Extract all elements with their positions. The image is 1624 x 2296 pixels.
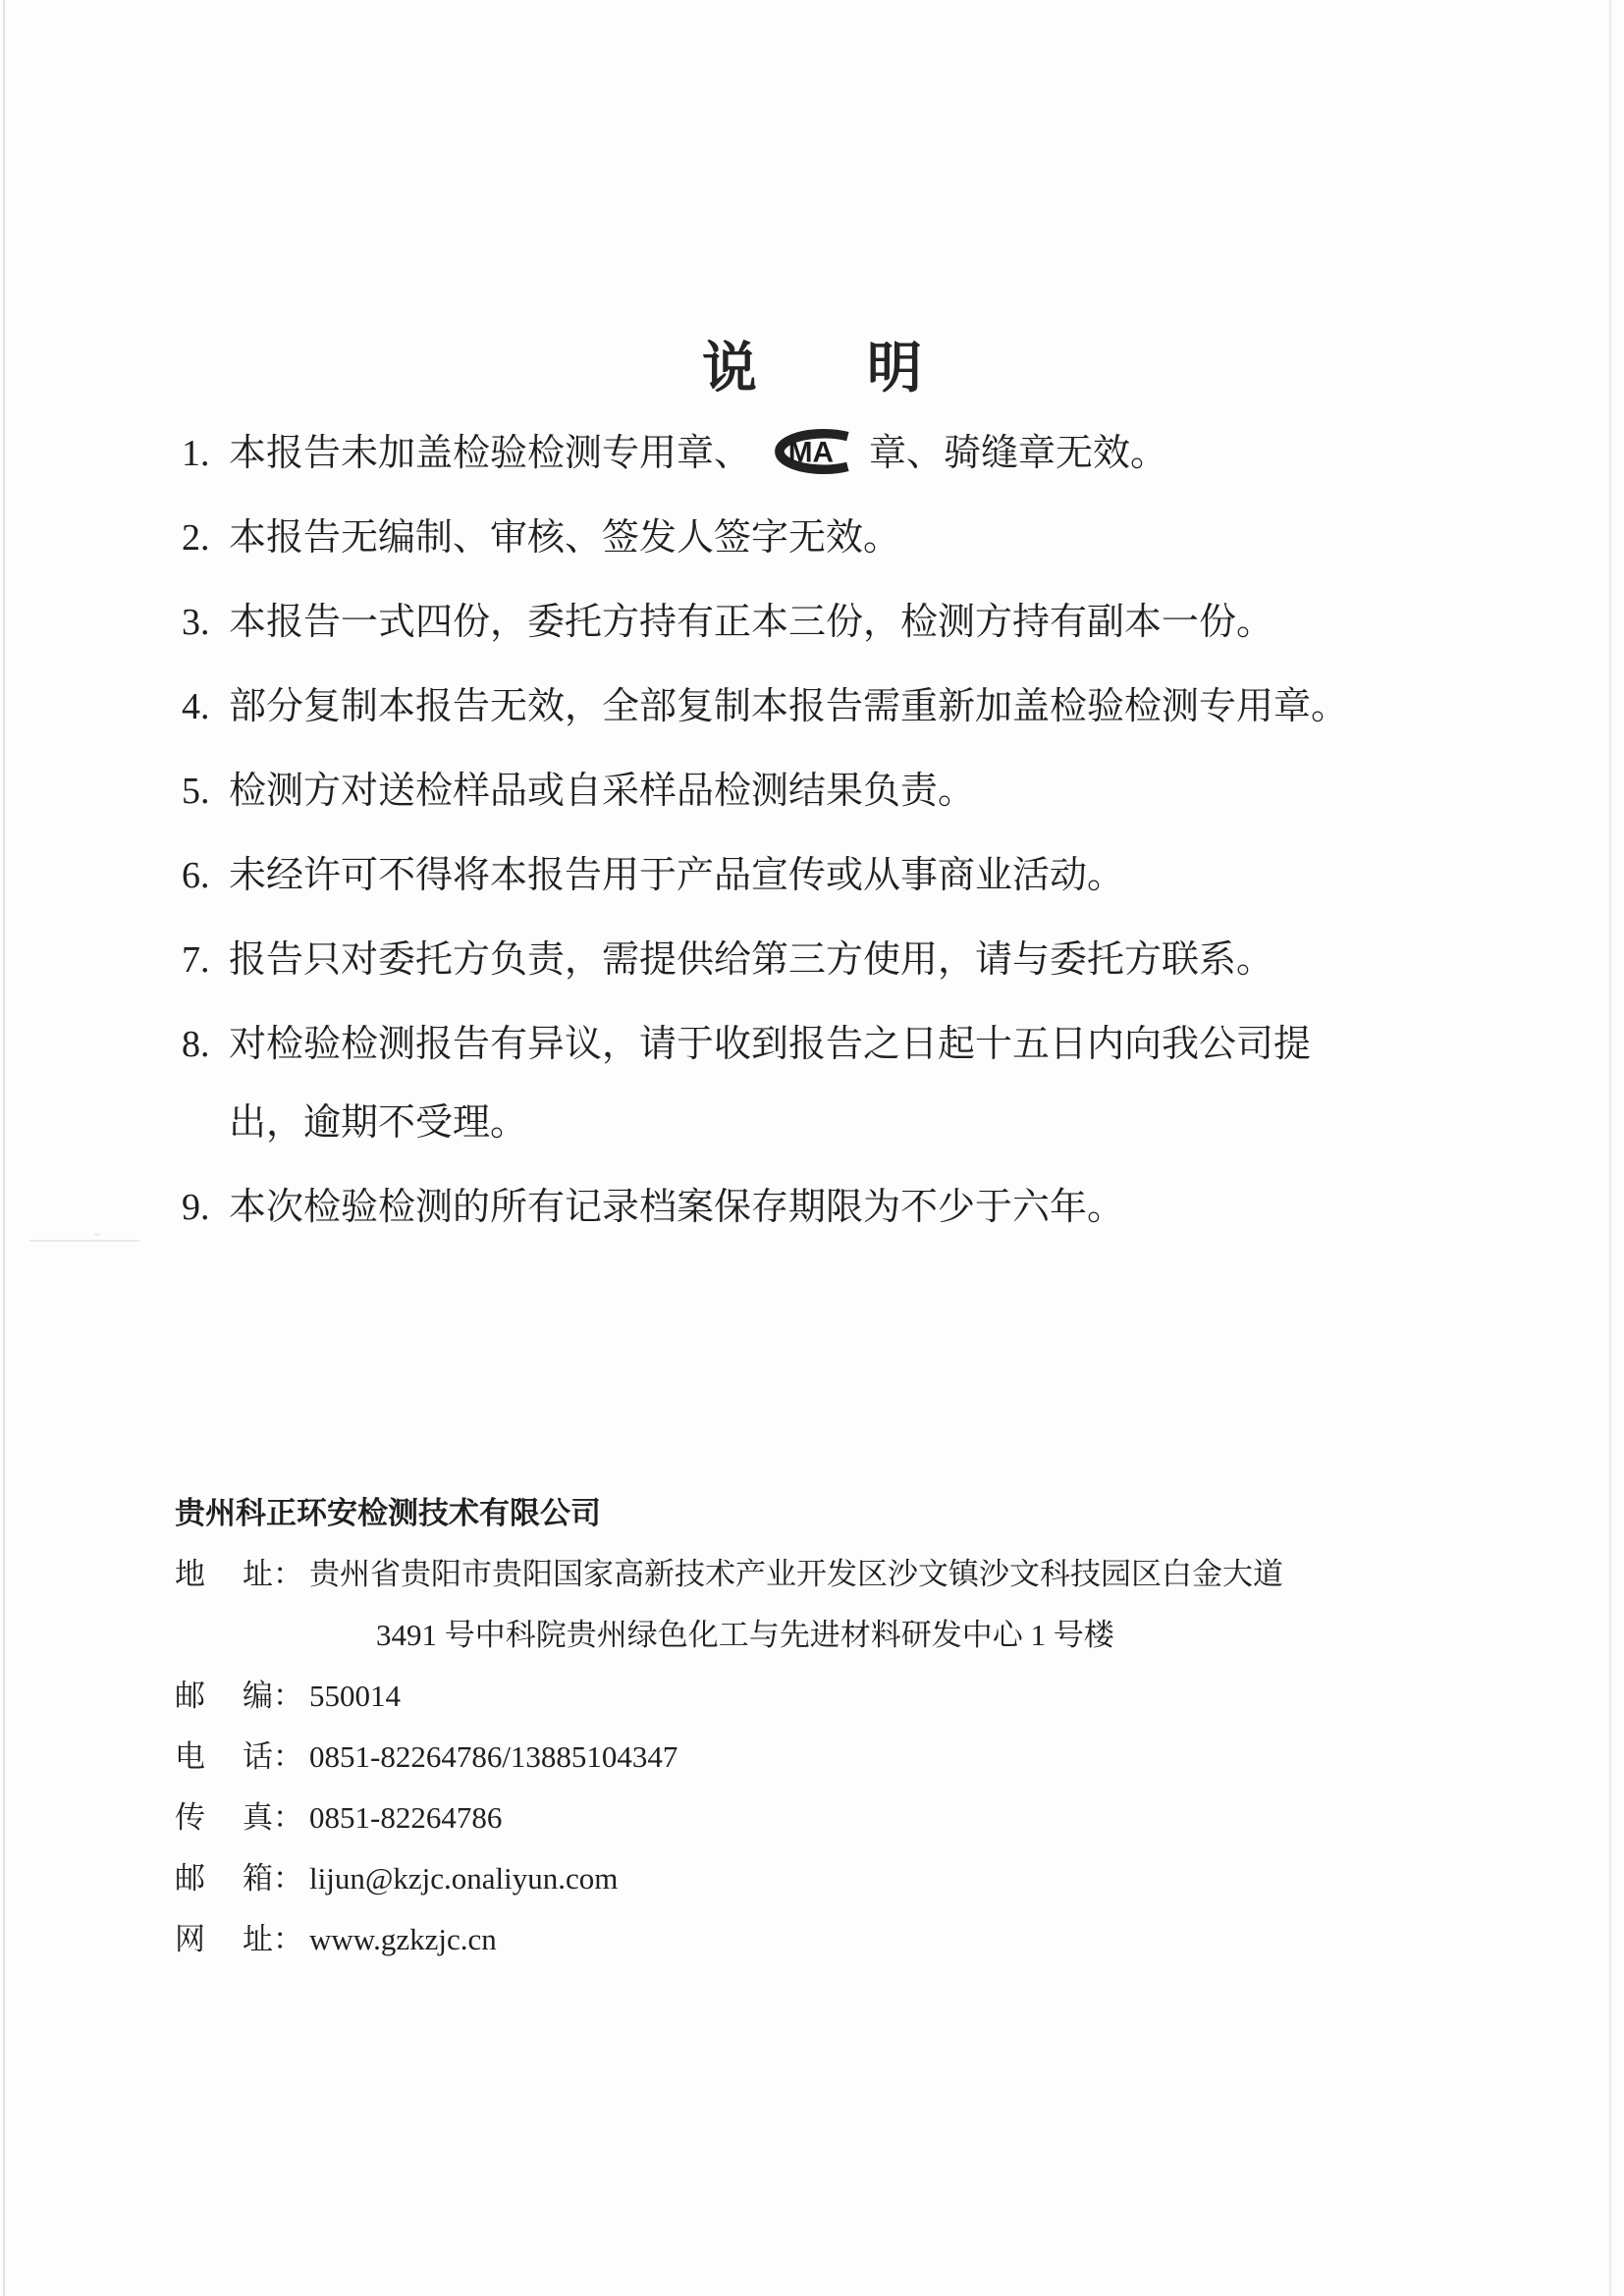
contact-label-char: 真 bbox=[243, 1800, 273, 1835]
contact-label bbox=[175, 1848, 273, 1909]
contact-colon: ： bbox=[273, 1861, 303, 1896]
contact-label bbox=[175, 1666, 273, 1727]
note-number: 3. bbox=[182, 602, 210, 643]
company-address-line1: 贵州省贵阳市贵阳国家高新技术产业开发区沙文镇沙文科技园区白金大道 bbox=[309, 1557, 1283, 1591]
company-address-line2: 3491 号中科院贵州绿色化工与先进材料研发中心 1 号楼 bbox=[376, 1618, 1114, 1652]
company-name: 贵州科正环安检测技术有限公司 bbox=[175, 1496, 601, 1530]
contact-colon: ： bbox=[273, 1739, 303, 1774]
contact-label bbox=[175, 1727, 273, 1788]
note-number: 9. bbox=[182, 1187, 210, 1228]
note-text bbox=[229, 414, 1380, 493]
notes-list bbox=[182, 414, 1380, 1247]
cma-stamp-icon bbox=[755, 424, 863, 471]
note-text: 对检验检测报告有异议，请于收到报告之日起十五日内向我公司提出，逾期不受理。 bbox=[229, 1024, 1312, 1144]
contact-row-website bbox=[175, 1909, 1624, 1970]
contact-row-address bbox=[175, 1544, 1624, 1605]
note-number: 7. bbox=[182, 939, 210, 981]
note-number: 8. bbox=[182, 1024, 210, 1065]
contact-label-char: 箱 bbox=[243, 1861, 273, 1896]
note-number: 1. bbox=[182, 433, 210, 474]
note-text: 本报告无编制、审核、签发人签字无效。 bbox=[229, 517, 901, 559]
contact-label bbox=[175, 1544, 273, 1605]
contact-label-char: 电 bbox=[175, 1739, 205, 1774]
note-item bbox=[182, 414, 1380, 493]
cma-logo-letters: MA bbox=[787, 436, 835, 469]
contact-label-char: 编 bbox=[243, 1679, 273, 1713]
contact-label-char: 地 bbox=[175, 1557, 205, 1591]
note-item bbox=[182, 499, 1380, 577]
company-info-block bbox=[175, 1483, 1624, 1970]
contact-label-char: 话 bbox=[243, 1739, 273, 1774]
contact-label-char: 传 bbox=[175, 1800, 205, 1835]
contact-row-postcode bbox=[175, 1666, 1624, 1727]
note-item bbox=[182, 667, 1380, 746]
contact-label-char: 邮 bbox=[175, 1679, 205, 1713]
company-postcode: 550014 bbox=[309, 1679, 401, 1713]
note-text: 检测方对送检样品或自采样品检测结果负责。 bbox=[229, 771, 976, 812]
note-text: 本报告一式四份，委托方持有正本三份，检测方持有副本一份。 bbox=[229, 602, 1274, 643]
note-item bbox=[182, 752, 1380, 830]
contact-colon: ： bbox=[273, 1800, 303, 1835]
note-text: 本次检验检测的所有记录档案保存期限为不少于六年。 bbox=[229, 1187, 1125, 1228]
company-fax: 0851-82264786 bbox=[309, 1800, 503, 1835]
note-text: 部分复制本报告无效，全部复制本报告需重新加盖检验检测专用章。 bbox=[229, 686, 1349, 727]
note-number: 6. bbox=[182, 855, 210, 896]
company-website: www.gzkzjc.cn bbox=[309, 1922, 497, 1956]
note-item bbox=[182, 921, 1380, 999]
page-title: 说 明 bbox=[702, 339, 922, 400]
note-text: 未经许可不得将本报告用于产品宣传或从事商业活动。 bbox=[229, 855, 1125, 896]
contact-label-char: 邮 bbox=[175, 1861, 205, 1896]
company-phone: 0851-82264786/13885104347 bbox=[309, 1739, 678, 1774]
note-item bbox=[182, 1168, 1380, 1247]
note-item bbox=[182, 583, 1380, 662]
contact-colon: ： bbox=[273, 1557, 303, 1591]
note-number: 5. bbox=[182, 771, 210, 812]
contact-label bbox=[175, 1788, 273, 1848]
note-number: 2. bbox=[182, 517, 210, 559]
contact-label-char: 址 bbox=[243, 1922, 273, 1956]
contact-row-phone bbox=[175, 1727, 1624, 1788]
note-item bbox=[182, 836, 1380, 915]
note-text-pre: 本报告未加盖检验检测专用章、 bbox=[229, 433, 752, 474]
contact-colon: ： bbox=[273, 1922, 303, 1956]
note-text-post: 章、骑缝章无效。 bbox=[869, 433, 1168, 474]
note-text: 报告只对委托方负责，需提供给第三方使用，请与委托方联系。 bbox=[229, 939, 1274, 981]
contact-row-fax bbox=[175, 1788, 1624, 1848]
company-email: lijun@kzjc.onaliyun.com bbox=[309, 1861, 619, 1896]
contact-label-char: 网 bbox=[175, 1922, 205, 1956]
note-number: 4. bbox=[182, 686, 210, 727]
contact-colon: ： bbox=[273, 1679, 303, 1713]
note-item bbox=[182, 1005, 1380, 1162]
contact-label bbox=[175, 1909, 273, 1970]
contact-label-char: 址 bbox=[243, 1557, 273, 1591]
contact-row-email bbox=[175, 1848, 1624, 1909]
